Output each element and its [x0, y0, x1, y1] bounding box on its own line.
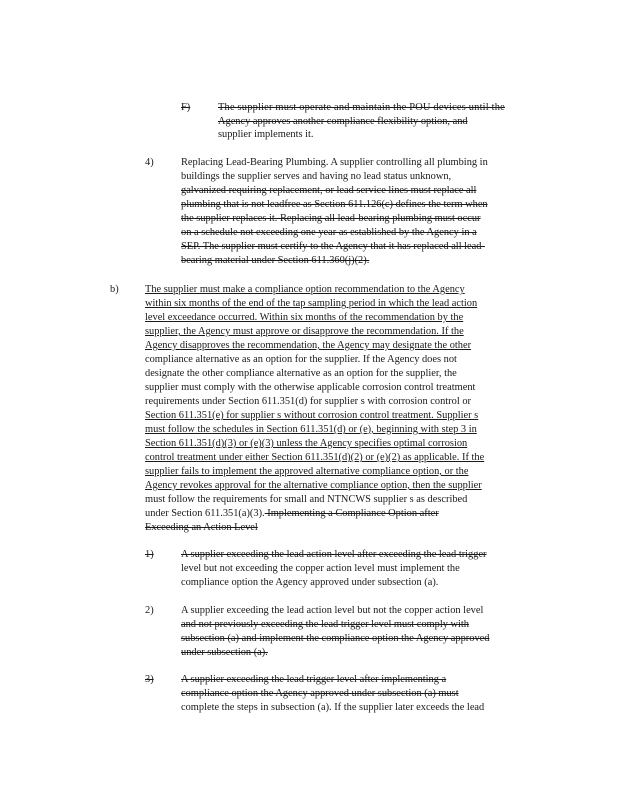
item-b-line-12: Section 611.351(d)(3) or (e)(3) unless the Agency specifies optimal corrosion	[145, 438, 468, 449]
item-4-line-1: Replacing Lead-Bearing Plumbing. A supplier controlling all plumbing in	[181, 157, 488, 168]
item-b-line-7: designate the other compliance alternative as an option for the supplier, the	[145, 368, 457, 379]
item-b-line-5: Agency disapproves the recommendation, the Agency may designate the other	[145, 340, 472, 351]
item-b-line-17: under Section 611.351(a)(3). Implementing a Compliance Option after	[145, 508, 439, 519]
item-2-line-1: A supplier exceeding the lead action level but not the copper action level	[181, 605, 484, 616]
item-b-line-2: within six months of the end of the tap sampling period in which the lead action	[145, 298, 478, 309]
item-4-line-7: SEP. The supplier must certify to the Agency that it has replaced all lead-	[181, 241, 485, 252]
item-1-label: 1)	[145, 549, 154, 560]
item-2-line-2: and not previously exceeding the lead trigger level must comply with	[181, 619, 469, 630]
item-3-line-3: complete the steps in subsection (a). If the supplier later exceeds the lead	[181, 702, 485, 713]
item-f-line-3: supplier implements it.	[218, 129, 314, 140]
item-b-label: b)	[110, 284, 119, 295]
item-f-label: F)	[181, 102, 191, 113]
item-b-line-11: must follow the schedules in Section 611.351(d) or (e), beginning with step 3 in	[145, 424, 477, 435]
item-b-line-1: The supplier must make a compliance option recommendation to the Agency	[145, 284, 465, 295]
item-3-line-2: compliance option the Agency approved under subsection (a) must	[181, 688, 459, 699]
item-3-label: 3)	[145, 674, 154, 685]
item-2-label: 2)	[145, 605, 154, 616]
item-b-line-8: supplier must comply with the otherwise applicable corrosion control treatment	[145, 382, 476, 393]
item-4-line-5: the supplier replaces it. Replacing all lead-bearing plumbing must occur	[181, 213, 481, 224]
item-b-line-13: control treatment under either Section 611.351(d)(2) or (e)(2) as applicable. If the	[145, 452, 485, 463]
item-1-line-2: level but not exceeding the copper action level must implement the	[181, 563, 460, 574]
item-b-line-4: supplier, the Agency must approve or disapprove the recommendation. If the	[145, 326, 464, 337]
item-1-line-1: A supplier exceeding the lead action level after exceeding the lead trigger	[181, 549, 487, 560]
item-4-line-8: bearing material under Section 611.360(j)(2).	[181, 255, 370, 266]
item-b-line-18: Exceeding an Action Level	[145, 522, 258, 533]
item-2-line-4: under subsection (a).	[181, 647, 268, 658]
item-b-line-10: Section 611.351(e) for supplier s without corrosion control treatment. Supplier s	[145, 410, 479, 421]
item-b-line-3: level exceedance occurred. Within six months of the recommendation by the	[145, 312, 464, 323]
item-b-line-16: must follow the requirements for small and NTNCWS supplier s as described	[145, 494, 468, 505]
item-1-line-3: compliance option the Agency approved under subsection (a).	[181, 577, 439, 588]
item-3-line-1: A supplier exceeding the lead trigger level after implementing a	[181, 674, 447, 685]
item-f-line-1: The supplier must operate and maintain the POU devices until the	[218, 102, 505, 113]
item-2-line-3: subsection (a) and implement the compliance option the Agency approved	[181, 633, 490, 644]
item-b-line-6: compliance alternative as an option for the supplier. If the Agency does not	[145, 354, 457, 365]
item-4-line-2: buildings the supplier serves and having no lead status unknown,	[181, 171, 452, 182]
item-4-label: 4)	[145, 157, 154, 168]
item-b-line-15: Agency revokes approval for the alternative compliance option, then the supplier	[145, 480, 482, 491]
item-f-line-2: Agency approves another compliance flexibility option, and	[218, 116, 468, 127]
item-b-line-9: requirements under Section 611.351(d) for supplier s with corrosion control or	[145, 396, 471, 407]
item-4-line-4: plumbing that is not leadfree as Section 611.126(c) defines the term when	[181, 199, 488, 210]
item-4-line-6: on a schedule not exceeding one year as established by the Agency in a	[181, 227, 477, 238]
item-4-line-3: galvanized requiring replacement, or lead service lines must replace all	[181, 185, 477, 196]
item-b-line-14: supplier fails to implement the approved alternative compliance option, or the	[145, 466, 469, 477]
